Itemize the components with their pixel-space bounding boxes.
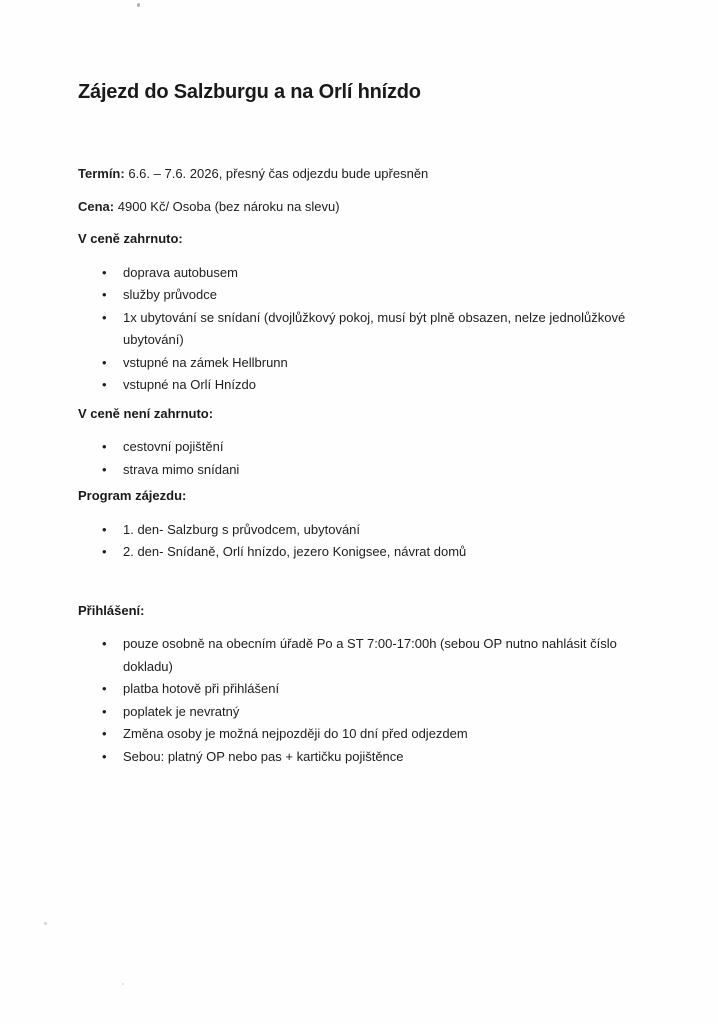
scan-artifact-speck — [44, 922, 47, 925]
document-title: Zájezd do Salzburgu a na Orlí hnízdo — [78, 81, 421, 103]
scan-artifact-speck — [137, 3, 140, 7]
list-item: • 2. den- Snídaně, Orlí hnízdo, jezero Konigsee, návrat domů — [78, 541, 639, 564]
trip-date-label: Termín: — [78, 166, 125, 181]
trip-price-line — [78, 196, 650, 219]
document-content — [78, 80, 650, 768]
section-not-included-list — [78, 436, 639, 481]
section-program-heading: Program zájezdu: — [78, 488, 187, 503]
section-included-list — [78, 262, 639, 397]
section-not-included — [78, 403, 650, 482]
section-included — [78, 228, 650, 397]
list-item: • pouze osobně na obecním úřadě Po a ST 7:00-17:00h (sebou OP nutno nahlásit číslo dokladu) — [78, 633, 639, 678]
list-item: • Sebou: platný OP nebo pas + kartičku pojištěnce — [78, 746, 639, 769]
list-item: • služby průvodce — [78, 284, 639, 307]
section-program-list — [78, 519, 639, 564]
section-registration-heading: Přihlášení: — [78, 602, 145, 618]
list-item: • doprava autobusem — [78, 262, 639, 285]
list-item: • cestovní pojištění — [78, 436, 639, 459]
list-item: • vstupné na Orlí Hnízdo — [78, 374, 639, 397]
trip-price-value: 4900 Kč/ Osoba (bez nároku na slevu) — [117, 198, 340, 214]
list-item: • 1. den- Salzburg s průvodcem, ubytování — [78, 519, 639, 542]
list-item: • strava mimo snídani — [78, 459, 639, 482]
section-not-included-heading: V ceně není zahrnuto: — [78, 405, 214, 421]
section-registration-list — [78, 633, 639, 768]
list-item: • 1x ubytování se snídaní (dvojlůžkový pokoj, musí být plně obsazen, nelze jednolůžkové ubytování) — [78, 307, 639, 352]
list-item: • platba hotově při přihlášení — [78, 678, 639, 701]
trip-date-value: 6.6. – 7.6. 2026, přesný čas odjezdu bude upřesněn — [128, 166, 429, 181]
trip-price-label: Cena: — [78, 198, 115, 214]
section-included-heading: V ceně zahrnuto: — [78, 231, 183, 246]
list-item: • poplatek je nevratný — [78, 701, 639, 724]
list-item: • vstupné na zámek Hellbrunn — [78, 352, 639, 375]
scan-artifact-speck — [122, 983, 124, 985]
trip-date-line — [78, 163, 650, 186]
section-program — [78, 485, 650, 564]
section-registration — [78, 600, 650, 769]
list-item: • Změna osoby je možná nejpozději do 10 dní před odjezdem — [78, 723, 639, 746]
